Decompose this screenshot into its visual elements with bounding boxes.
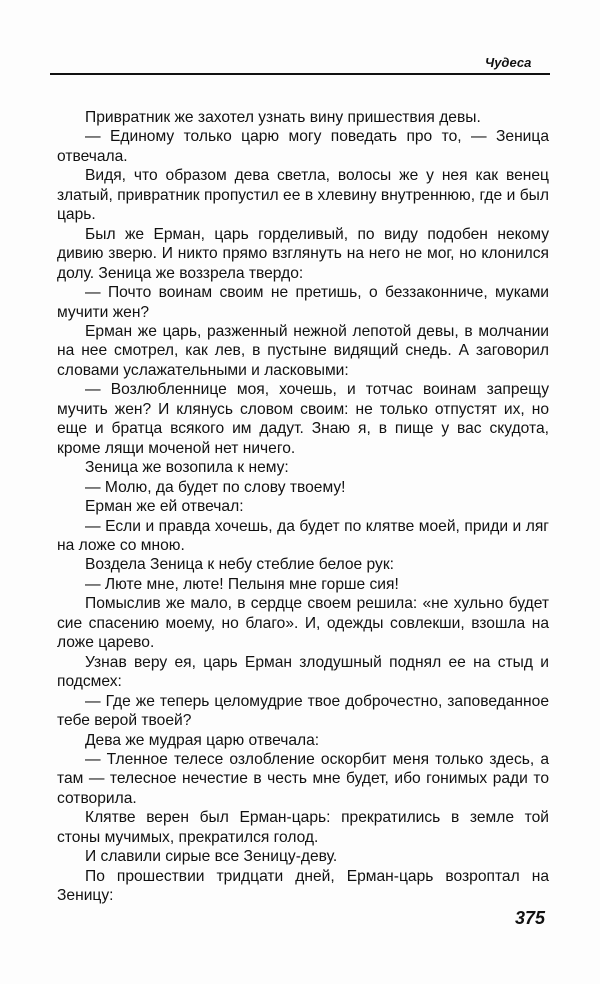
paragraph: Был же Ерман, царь горделивый, по виду подобен некому дивию зверю. И никто прямо взглянуть на него не мог, но клонился долу. Зеница же воззрела твердо: <box>57 225 549 282</box>
paragraph: Ерман же царь, разженный нежной лепотой девы, в молчании на нее смотрел, как лев, в пустыне видящий снедь. А заговорил словами услажательными и ласковыми: <box>57 322 549 379</box>
page-number: 375 <box>515 908 546 928</box>
paragraph: — Люте мне, люте! Пелыня мне горше сия! <box>85 575 399 593</box>
paragraph: — Молю, да будет по слову твоему! <box>85 478 346 496</box>
paragraph: Узнав веру ея, царь Ерман злодушный поднял ее на стыд и подсмех: <box>57 653 549 691</box>
paragraph: Привратник же захотел узнать вину пришествия девы. <box>85 109 481 126</box>
paragraph: По прошествии тридцати дней, Ерман-царь возроптал на Зеницу: <box>57 867 549 905</box>
paragraph: — Единому только царю могу поведать про то, — Зеница отвечала. <box>57 128 549 165</box>
paragraph: — Тленное телесе озлобление оскорбит меня только здесь, а там — телесное нечестие в честь мне будет, ибо гонимых ради то сотворила. <box>57 750 549 807</box>
paragraph: — Где же теперь целомудрие твое доброчестно, заповеданное тебе верой твоей? <box>57 692 549 730</box>
paragraph: И славили сирые все Зеницу-деву. <box>85 848 338 866</box>
paragraph: Воздела Зеница к небу стеблие белое рук: <box>85 556 395 574</box>
paragraph: Ерман же ей отвечал: <box>85 498 244 516</box>
header-rule <box>50 73 550 75</box>
paragraph: Дева же мудрая царю отвечала: <box>85 731 320 749</box>
paragraph: Помыслив же мало, в сердце своем решила: «не хульно будет сие спасению моему, но благо». И, одежды совлекши, взошла на ложе царево. <box>57 595 549 652</box>
body-text <box>57 108 549 906</box>
paragraph: — Возлюбленнице моя, хочешь, и тотчас воинам запрещу мучить жен? И клянусь словом своим: не только отпустят их, но еще и братца всякого им дадут. Знаю я, в пище у вас скудота, кроме лящи моченой нет ничего. <box>57 381 549 457</box>
paragraph: — Если и правда хочешь, да будет по клятве моей, приди и ляг на ложе со мною. <box>57 517 549 554</box>
paragraph: Видя, что образом дева светла, волосы же у нея как венец златый, привратник пропустил ее в хлевину внутреннюю, где и был царь. <box>57 167 549 224</box>
running-title: Чудеса <box>485 55 532 70</box>
paragraph: Зеница же возопила к нему: <box>85 459 289 477</box>
paragraph: Клятве верен был Ерман-царь: прекратились в земле той стоны мучимых, прекратился голод. <box>57 809 549 846</box>
paragraph: — Почто воинам своим не претишь, о беззаконниче, муками мучити жен? <box>57 284 549 321</box>
